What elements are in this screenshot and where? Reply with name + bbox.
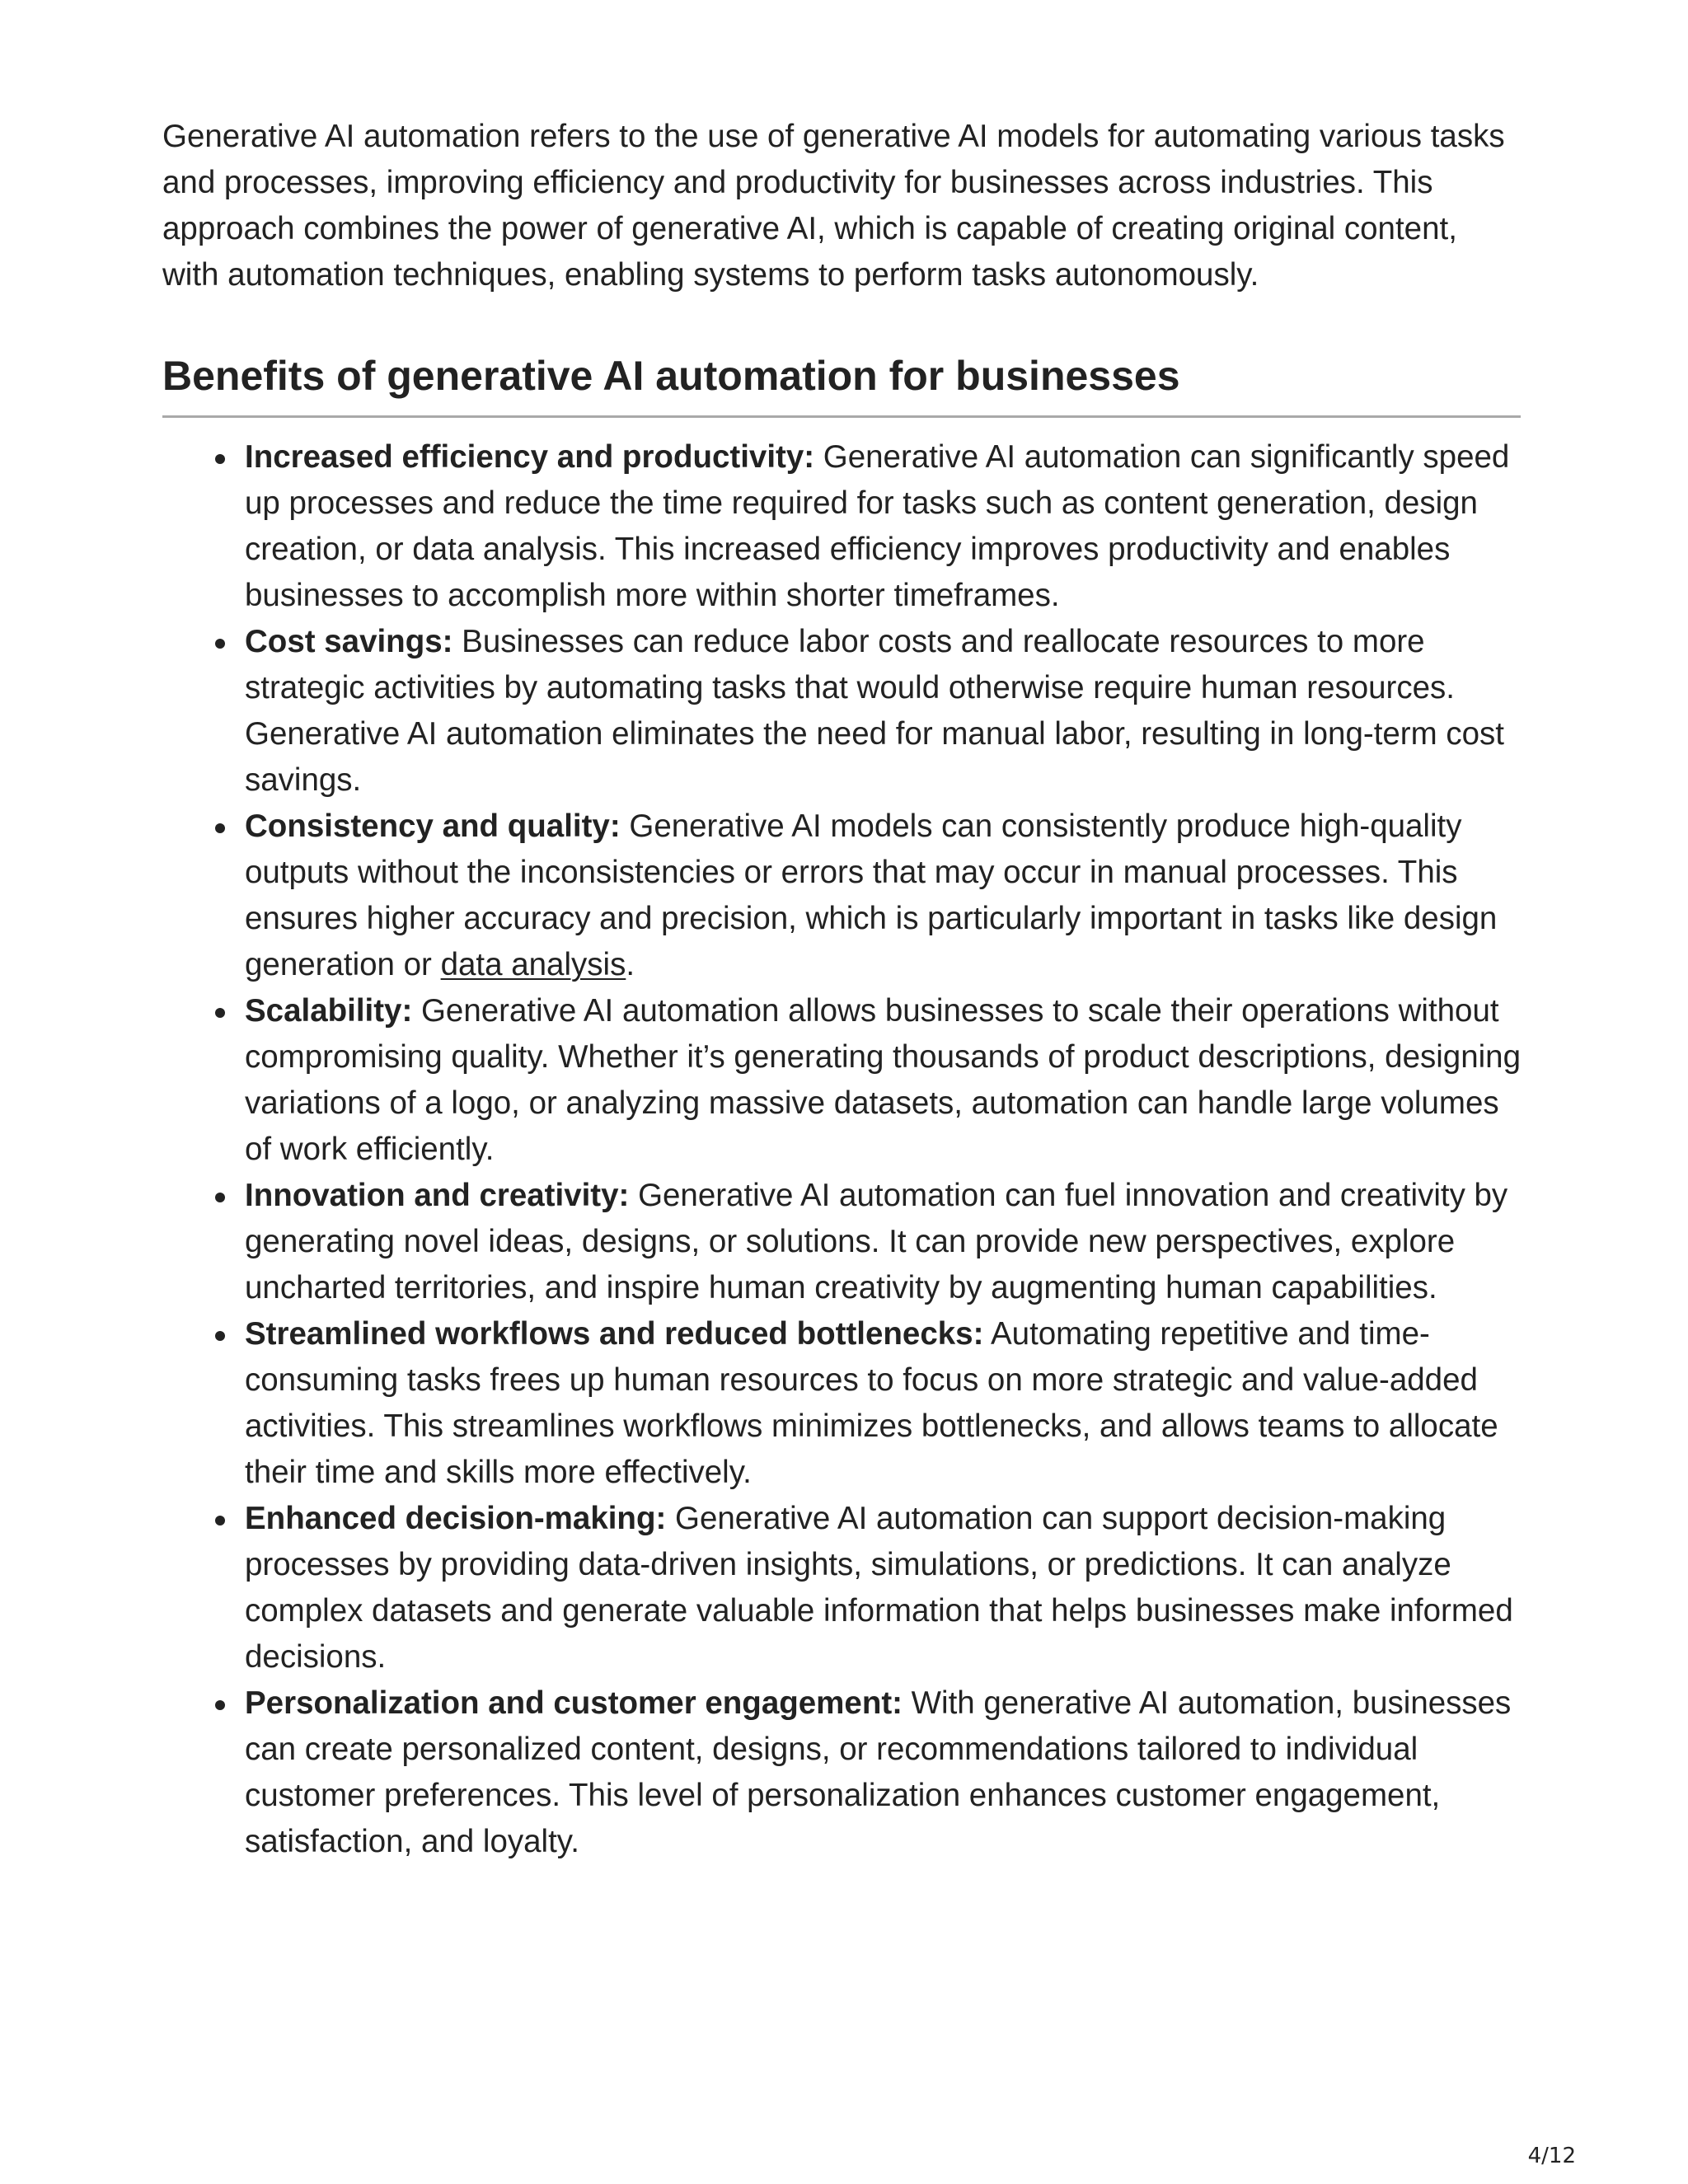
- bullet-icon: [215, 1700, 225, 1710]
- bullet-icon: [215, 1331, 225, 1341]
- benefit-text: Automating repetitive and time-consuming tasks frees up human resources to focus on more strategic and value-added activities. This streamlines workflows minimizes bottlenecks, and allows teams to allocate their time and skills more effectively.: [245, 1316, 1498, 1490]
- list-item: [245, 1496, 1521, 1680]
- benefit-title: Personalization and customer engagement:: [245, 1685, 903, 1721]
- benefit-title: Enhanced decision-making:: [245, 1501, 667, 1536]
- benefit-title: Increased efficiency and productivity:: [245, 439, 815, 475]
- list-item: [245, 1311, 1521, 1496]
- bullet-icon: [215, 454, 225, 464]
- benefit-title: Scalability:: [245, 993, 413, 1029]
- list-item: [245, 619, 1521, 804]
- bullet-icon: [215, 823, 225, 833]
- benefit-text: Generative AI automation can significantly speed up processes and reduce the time required for tasks such as content generation, design creation, or data analysis. This increased efficiency improves productivity and enables businesses to accomplish more within shorter timeframes.: [245, 439, 1510, 613]
- bullet-icon: [215, 1008, 225, 1018]
- bullet-icon: [215, 1516, 225, 1526]
- list-item: [245, 1173, 1521, 1311]
- benefit-title: Streamlined workflows and reduced bottlenecks:: [245, 1316, 984, 1352]
- benefit-text: Generative AI automation allows businesses to scale their operations without compromising quality. Whether it’s generating thousands of product descriptions, designing variations of a logo, or analyzing massive datasets, automation can handle large volumes of work efficiently.: [245, 993, 1521, 1167]
- list-item: [245, 434, 1521, 619]
- data-analysis-link[interactable]: data analysis: [440, 947, 626, 982]
- page-number: 4/12: [1527, 2144, 1576, 2168]
- benefit-text: Generative AI models can consistently produce high-quality outputs without the inconsistencies or errors that may occur in manual processes. This ensures higher accuracy and precision, which is particularly important in tasks like design generation or: [245, 808, 1498, 982]
- document-page: [162, 114, 1521, 1865]
- benefit-title: Consistency and quality:: [245, 808, 621, 844]
- list-item: [245, 988, 1521, 1173]
- benefit-text: With generative AI automation, businesses can create personalized content, designs, or recommendations tailored to individual customer preferences. This level of personalization enhances customer engagement, satisfaction, and loyalty.: [245, 1685, 1512, 1859]
- bullet-icon: [215, 639, 225, 649]
- benefit-text: Generative AI automation can fuel innovation and creativity by generating novel ideas, designs, or solutions. It can provide new perspectives, explore uncharted territories, and inspire human creativity by augmenting human capabilities.: [245, 1178, 1508, 1305]
- benefit-text: Generative AI automation can support decision-making processes by providing data-driven insights, simulations, or predictions. It can analyze complex datasets and generate valuable information that helps businesses make informed decisions.: [245, 1501, 1513, 1675]
- benefit-title: Innovation and creativity:: [245, 1178, 630, 1213]
- benefit-title: Cost savings:: [245, 624, 453, 659]
- bullet-icon: [215, 1193, 225, 1202]
- section-heading: Benefits of generative AI automation for businesses: [162, 351, 1521, 418]
- list-item: [245, 804, 1521, 988]
- list-item: [245, 1680, 1521, 1865]
- benefit-text-end: .: [626, 947, 635, 982]
- benefit-text: Businesses can reduce labor costs and reallocate resources to more strategic activities by automating tasks that would otherwise require human resources. Generative AI automation eliminates the need for manual labor, resulting in long-term cost savings.: [245, 624, 1505, 798]
- intro-paragraph: Generative AI automation refers to the use of generative AI models for automating various tasks and processes, improving efficiency and productivity for businesses across industries. This approach combines the power of generative AI, which is capable of creating original content, with automation techniques, enabling systems to perform tasks autonomously.: [162, 119, 1505, 293]
- benefits-list: [162, 434, 1521, 1865]
